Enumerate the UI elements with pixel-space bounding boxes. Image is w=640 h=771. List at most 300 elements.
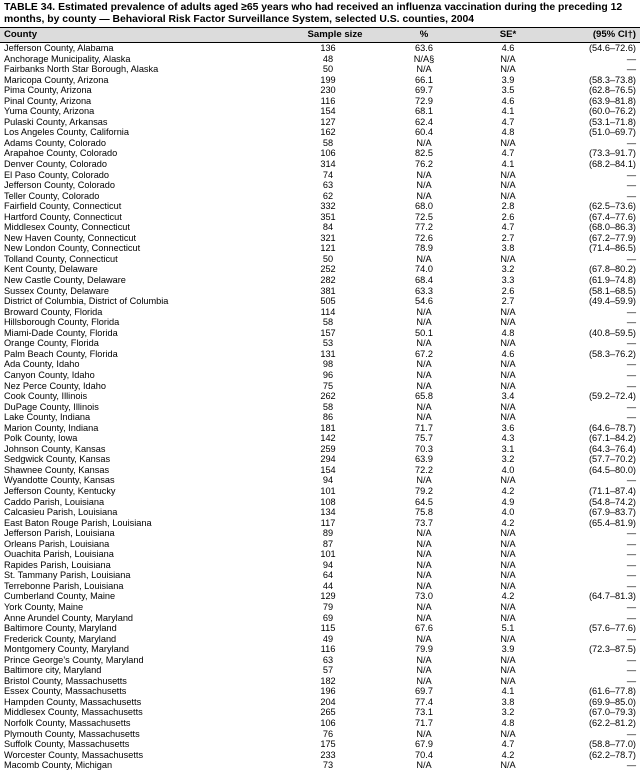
table-row (0, 412, 640, 423)
county-cell: Hampden County, Massachusetts (4, 696, 142, 707)
table-row (0, 170, 640, 181)
confidence-interval-cell: (62.5–73.6) (589, 201, 636, 212)
sample-size-cell: 505 (320, 296, 336, 307)
confidence-interval-cell: (54.8–74.2) (589, 496, 636, 507)
percent-cell: N/A (416, 538, 432, 549)
percent-cell: 74.0 (415, 264, 433, 275)
standard-error-cell: N/A (500, 570, 516, 581)
percent-cell: 63.3 (415, 285, 433, 296)
standard-error-cell: 3.2 (501, 454, 515, 465)
confidence-interval-cell: (67.2–77.9) (589, 232, 636, 243)
table-row (0, 317, 640, 328)
sample-size-cell: 106 (320, 718, 336, 728)
confidence-interval-cell: — (626, 549, 636, 560)
county-cell: Hartford County, Connecticut (4, 211, 122, 222)
county-cell: Middlesex County, Massachusetts (4, 707, 143, 718)
county-cell: Yuma County, Arizona (4, 106, 95, 117)
county-cell: Suffolk County, Massachusetts (4, 739, 130, 750)
county-cell: Anne Arundel County, Maryland (4, 612, 134, 623)
confidence-interval-cell: — (626, 580, 636, 591)
table-row (0, 707, 640, 718)
standard-error-cell: 4.8 (501, 127, 515, 138)
percent-cell: 77.4 (415, 696, 433, 707)
table-row (0, 75, 640, 86)
confidence-interval-cell: (67.8–80.2) (589, 264, 636, 275)
confidence-interval-cell: (58.1–68.5) (589, 285, 636, 296)
county-cell: Maricopa County, Arizona (4, 74, 109, 85)
county-cell: Ouachita Parish, Louisiana (4, 549, 114, 560)
county-cell: Norfolk County, Massachusetts (4, 718, 131, 728)
table-row (0, 602, 640, 613)
confidence-interval-cell: — (626, 53, 636, 64)
confidence-interval-cell: (61.6–77.8) (589, 686, 636, 697)
table-row (0, 286, 640, 297)
county-cell: Wyandotte County, Kansas (4, 475, 115, 486)
standard-error-cell: N/A (500, 675, 516, 686)
confidence-interval-cell: — (626, 169, 636, 180)
table-row (0, 402, 640, 413)
standard-error-cell: N/A (500, 538, 516, 549)
percent-cell: 69.7 (415, 85, 433, 96)
percent-cell: N/A (416, 728, 432, 739)
confidence-interval-cell: (65.4–81.9) (589, 517, 636, 528)
confidence-interval-cell: — (626, 601, 636, 612)
county-cell: Shawnee County, Kansas (4, 464, 110, 475)
sample-size-cell: 351 (320, 211, 336, 222)
sample-size-cell: 48 (322, 53, 334, 64)
county-cell: DuPage County, Illinois (4, 401, 99, 412)
standard-error-cell: 3.3 (501, 275, 515, 286)
sample-size-cell: 94 (322, 475, 334, 486)
table-row (0, 296, 640, 307)
table-row (0, 497, 640, 508)
table-row (0, 750, 640, 761)
sample-size-cell: 79 (322, 601, 334, 612)
county-cell: Adams County, Colorado (4, 137, 106, 148)
confidence-interval-cell: (64.3–76.4) (589, 443, 636, 454)
table-row (0, 264, 640, 275)
confidence-interval-cell: — (626, 760, 636, 771)
sample-size-cell: 129 (320, 591, 336, 602)
confidence-interval-cell: — (626, 570, 636, 581)
county-cell: East Baton Rouge Parish, Louisiana (4, 517, 152, 528)
county-cell: Lake County, Indiana (4, 412, 91, 423)
confidence-interval-cell: (64.5–80.0) (589, 464, 636, 475)
percent-cell: N/A (416, 190, 432, 201)
standard-error-cell: 3.2 (501, 264, 515, 275)
county-cell: Prince George’s County, Maryland (4, 654, 144, 665)
percent-cell: 63.6 (415, 43, 433, 53)
standard-error-cell: 3.1 (501, 443, 515, 454)
confidence-interval-cell: (60.0–76.2) (589, 106, 636, 117)
percent-cell: N/A (416, 633, 432, 644)
county-cell: Jefferson County, Alabama (4, 43, 114, 53)
table-row (0, 359, 640, 370)
percent-cell: N/A (416, 64, 432, 75)
confidence-interval-cell: (64.7–81.3) (589, 591, 636, 602)
percent-cell: 63.9 (415, 454, 433, 465)
sample-size-cell: 63 (322, 654, 334, 665)
percent-cell: 79.9 (415, 644, 433, 655)
sample-size-cell: 230 (320, 85, 336, 96)
table-body (0, 43, 640, 771)
county-cell: Fairbanks North Star Borough, Alaska (4, 64, 159, 75)
standard-error-cell: 5.1 (501, 623, 515, 634)
sample-size-cell: 94 (322, 559, 334, 570)
county-cell: Calcasieu Parish, Louisiana (4, 507, 118, 518)
table-row (0, 370, 640, 381)
sample-size-cell: 262 (320, 391, 336, 402)
sample-size-cell: 117 (320, 517, 336, 528)
standard-error-cell: N/A (500, 53, 516, 64)
confidence-interval-cell: — (626, 475, 636, 486)
percent-cell: N/A (416, 559, 432, 570)
table-row (0, 159, 640, 170)
percent-cell: 67.2 (415, 348, 433, 359)
percent-cell: 50.1 (415, 327, 433, 338)
percent-cell: N/A (416, 369, 432, 380)
table-row (0, 191, 640, 202)
standard-error-cell: 4.2 (501, 517, 515, 528)
confidence-interval-cell: (54.6–72.6) (589, 43, 636, 53)
county-cell: Sussex County, Delaware (4, 285, 110, 296)
confidence-interval-cell: — (626, 401, 636, 412)
table-row (0, 581, 640, 592)
confidence-interval-cell: — (626, 728, 636, 739)
county-cell: Caddo Parish, Louisiana (4, 496, 105, 507)
county-cell: Kent County, Delaware (4, 264, 98, 275)
sample-size-cell: 321 (320, 232, 336, 243)
percent-cell: N/A§ (413, 53, 435, 64)
table-row (0, 275, 640, 286)
sample-size-cell: 58 (322, 317, 334, 328)
standard-error-cell: 3.4 (501, 391, 515, 402)
percent-cell: N/A (416, 675, 432, 686)
standard-error-cell: N/A (500, 654, 516, 665)
table-row (0, 697, 640, 708)
table-row (0, 233, 640, 244)
confidence-interval-cell: (73.3–91.7) (589, 148, 636, 159)
percent-cell: N/A (416, 401, 432, 412)
standard-error-cell: 4.7 (501, 222, 515, 233)
table-header (0, 27, 640, 43)
standard-error-cell: 2.6 (501, 211, 515, 222)
table-row (0, 254, 640, 265)
table-row (0, 591, 640, 602)
confidence-interval-cell: — (626, 180, 636, 191)
table-row (0, 718, 640, 729)
table-row (0, 613, 640, 624)
table-row (0, 465, 640, 476)
standard-error-cell: 4.1 (501, 159, 515, 170)
table-row (0, 644, 640, 655)
sample-size-cell: 69 (322, 612, 334, 623)
confidence-interval-cell: (63.9–81.8) (589, 95, 636, 106)
percent-cell: 69.7 (415, 686, 433, 697)
table-row (0, 549, 640, 560)
sample-size-cell: 199 (320, 74, 336, 85)
confidence-interval-cell: (51.0–69.7) (589, 127, 636, 138)
percent-cell: 76.2 (415, 159, 433, 170)
county-cell: Orange County, Florida (4, 338, 99, 349)
county-cell: Sedgwick County, Kansas (4, 454, 111, 465)
county-cell: Teller County, Colorado (4, 190, 100, 201)
sample-size-cell: 233 (320, 749, 336, 760)
percent-cell: N/A (416, 601, 432, 612)
sample-size-cell: 63 (322, 180, 334, 191)
sample-size-cell: 131 (320, 348, 336, 359)
percent-cell: 75.7 (415, 433, 433, 444)
table-row (0, 739, 640, 750)
standard-error-cell: N/A (500, 528, 516, 539)
percent-cell: N/A (416, 380, 432, 391)
confidence-interval-cell: — (626, 359, 636, 370)
confidence-interval-cell: — (626, 380, 636, 391)
percent-cell: 71.7 (415, 422, 433, 433)
sample-size-cell: 116 (320, 95, 336, 106)
confidence-interval-cell: — (626, 665, 636, 676)
sample-size-cell: 282 (320, 275, 336, 286)
sample-size-cell: 44 (322, 580, 334, 591)
confidence-interval-cell: (67.0–79.3) (589, 707, 636, 718)
standard-error-cell: N/A (500, 369, 516, 380)
percent-cell: N/A (416, 359, 432, 370)
standard-error-cell: N/A (500, 380, 516, 391)
percent-cell: N/A (416, 317, 432, 328)
percent-cell: 67.9 (415, 739, 433, 750)
county-cell: Pinal County, Arizona (4, 95, 92, 106)
county-cell: Orleans Parish, Louisiana (4, 538, 110, 549)
standard-error-cell: 3.8 (501, 696, 515, 707)
standard-error-cell: N/A (500, 760, 516, 771)
sample-size-cell: 86 (322, 412, 334, 423)
percent-cell: 72.2 (415, 464, 433, 475)
county-cell: Worcester County, Massachusetts (4, 749, 144, 760)
standard-error-cell: N/A (500, 338, 516, 349)
table-row (0, 201, 640, 212)
table-row (0, 665, 640, 676)
county-cell: District of Columbia, District of Columbia (4, 296, 169, 307)
percent-cell: 54.6 (415, 296, 433, 307)
confidence-interval-cell: (59.2–72.4) (589, 391, 636, 402)
standard-error-cell: 4.3 (501, 433, 515, 444)
sample-size-cell: 196 (320, 686, 336, 697)
sample-size-cell: 106 (320, 148, 336, 159)
sample-size-cell: 75 (322, 380, 334, 391)
sample-size-cell: 50 (322, 64, 334, 75)
standard-error-cell: 4.6 (501, 43, 515, 53)
table-row (0, 528, 640, 539)
percent-cell: 64.5 (415, 496, 433, 507)
table-row (0, 433, 640, 444)
county-cell: Canyon County, Idaho (4, 369, 95, 380)
table-row (0, 222, 640, 233)
table-row (0, 634, 640, 645)
county-cell: Denver County, Colorado (4, 159, 107, 170)
confidence-interval-cell: (62.8–76.5) (589, 85, 636, 96)
standard-error-cell: 4.2 (501, 485, 515, 496)
sample-size-cell: 381 (320, 285, 336, 296)
sample-size-cell: 294 (320, 454, 336, 465)
percent-cell: 60.4 (415, 127, 433, 138)
table-row (0, 117, 640, 128)
percent-cell: 70.4 (415, 749, 433, 760)
county-cell: Pulaski County, Arkansas (4, 116, 108, 127)
confidence-interval-cell: — (626, 559, 636, 570)
confidence-interval-cell: — (626, 528, 636, 539)
confidence-interval-cell: — (626, 306, 636, 317)
percent-cell: 77.2 (415, 222, 433, 233)
sample-size-cell: 252 (320, 264, 336, 275)
sample-size-cell: 332 (320, 201, 336, 212)
standard-error-cell: 3.9 (501, 74, 515, 85)
percent-cell: N/A (416, 760, 432, 771)
table-row (0, 148, 640, 159)
sample-size-cell: 74 (322, 169, 334, 180)
table-row (0, 328, 640, 339)
standard-error-cell: N/A (500, 665, 516, 676)
sample-size-cell: 314 (320, 159, 336, 170)
county-cell: Broward County, Florida (4, 306, 103, 317)
table-row (0, 391, 640, 402)
confidence-interval-cell: — (626, 654, 636, 665)
table-row (0, 623, 640, 634)
table-row (0, 381, 640, 392)
sample-size-cell: 58 (322, 137, 334, 148)
confidence-interval-cell: (67.4–77.6) (589, 211, 636, 222)
county-cell: Pima County, Arizona (4, 85, 92, 96)
county-cell: Nez Perce County, Idaho (4, 380, 106, 391)
table-row (0, 729, 640, 740)
table-row (0, 54, 640, 65)
table-row (0, 64, 640, 75)
percent-cell: 79.2 (415, 485, 433, 496)
standard-error-cell: N/A (500, 253, 516, 264)
percent-cell: 68.4 (415, 275, 433, 286)
confidence-interval-cell: (58.8–77.0) (589, 739, 636, 750)
confidence-interval-cell: — (626, 190, 636, 201)
confidence-interval-cell: (71.1–87.4) (589, 485, 636, 496)
standard-error-cell: 4.2 (501, 591, 515, 602)
table-row (0, 180, 640, 191)
table-row (0, 127, 640, 138)
header-sample-size: Sample size (307, 29, 363, 40)
header-percent: % (419, 29, 429, 40)
sample-size-cell: 154 (320, 106, 336, 117)
sample-size-cell: 73 (322, 760, 334, 771)
confidence-interval-cell: — (626, 317, 636, 328)
standard-error-cell: 3.5 (501, 85, 515, 96)
percent-cell: 72.9 (415, 95, 433, 106)
percent-cell: N/A (416, 306, 432, 317)
confidence-interval-cell: (64.6–78.7) (589, 422, 636, 433)
county-cell: Montgomery County, Maryland (4, 644, 129, 655)
county-cell: New London County, Connecticut (4, 243, 141, 254)
confidence-interval-cell: — (626, 412, 636, 423)
percent-cell: 72.5 (415, 211, 433, 222)
county-cell: Los Angeles County, California (4, 127, 129, 138)
percent-cell: 68.1 (415, 106, 433, 117)
percent-cell: 78.9 (415, 243, 433, 254)
confidence-interval-cell: (67.1–84.2) (589, 433, 636, 444)
percent-cell: 73.7 (415, 517, 433, 528)
standard-error-cell: N/A (500, 612, 516, 623)
percent-cell: 72.6 (415, 232, 433, 243)
standard-error-cell: N/A (500, 64, 516, 75)
standard-error-cell: N/A (500, 580, 516, 591)
county-cell: Frederick County, Maryland (4, 633, 117, 644)
standard-error-cell: 4.0 (501, 464, 515, 475)
table-row (0, 507, 640, 518)
standard-error-cell: N/A (500, 549, 516, 560)
sample-size-cell: 136 (320, 43, 336, 53)
confidence-interval-cell: (72.3–87.5) (589, 644, 636, 655)
percent-cell: N/A (416, 169, 432, 180)
county-cell: Middlesex County, Connecticut (4, 222, 130, 233)
table-row (0, 243, 640, 254)
county-cell: Cumberland County, Maine (4, 591, 116, 602)
table-row (0, 518, 640, 529)
percent-cell: N/A (416, 549, 432, 560)
table-row (0, 338, 640, 349)
confidence-interval-cell: (62.2–78.7) (589, 749, 636, 760)
standard-error-cell: N/A (500, 317, 516, 328)
county-cell: Bristol County, Massachusetts (4, 675, 127, 686)
standard-error-cell: 2.8 (501, 201, 515, 212)
confidence-interval-cell: — (626, 675, 636, 686)
standard-error-cell: 3.9 (501, 644, 515, 655)
percent-cell: 65.8 (415, 391, 433, 402)
sample-size-cell: 96 (322, 369, 334, 380)
standard-error-cell: 3.2 (501, 707, 515, 718)
county-cell: Plymouth County, Massachusetts (4, 728, 140, 739)
percent-cell: N/A (416, 570, 432, 581)
sample-size-cell: 76 (322, 728, 334, 739)
table-row (0, 106, 640, 117)
county-cell: Jefferson County, Kentucky (4, 485, 116, 496)
table-row (0, 655, 640, 666)
county-cell: Rapides Parish, Louisiana (4, 559, 111, 570)
percent-cell: 66.1 (415, 74, 433, 85)
confidence-interval-cell: (69.9–85.0) (589, 696, 636, 707)
county-cell: Cook County, Illinois (4, 391, 88, 402)
county-cell: Arapahoe County, Colorado (4, 148, 118, 159)
county-cell: Baltimore County, Maryland (4, 623, 117, 634)
sample-size-cell: 182 (320, 675, 336, 686)
sample-size-cell: 181 (320, 422, 336, 433)
percent-cell: N/A (416, 654, 432, 665)
county-cell: Tolland County, Connecticut (4, 253, 118, 264)
standard-error-cell: N/A (500, 359, 516, 370)
sample-size-cell: 108 (320, 496, 336, 507)
county-cell: Johnson County, Kansas (4, 443, 106, 454)
sample-size-cell: 115 (320, 623, 336, 634)
county-cell: New Haven County, Connecticut (4, 232, 137, 243)
sample-size-cell: 98 (322, 359, 334, 370)
standard-error-cell: N/A (500, 601, 516, 612)
percent-cell: N/A (416, 253, 432, 264)
standard-error-cell: 4.6 (501, 95, 515, 106)
sample-size-cell: 204 (320, 696, 336, 707)
percent-cell: N/A (416, 528, 432, 539)
table-row (0, 85, 640, 96)
standard-error-cell: 4.8 (501, 327, 515, 338)
county-cell: Hillsborough County, Florida (4, 317, 120, 328)
sample-size-cell: 259 (320, 443, 336, 454)
county-cell: York County, Maine (4, 601, 84, 612)
percent-cell: 70.3 (415, 443, 433, 454)
standard-error-cell: 4.0 (501, 507, 515, 518)
